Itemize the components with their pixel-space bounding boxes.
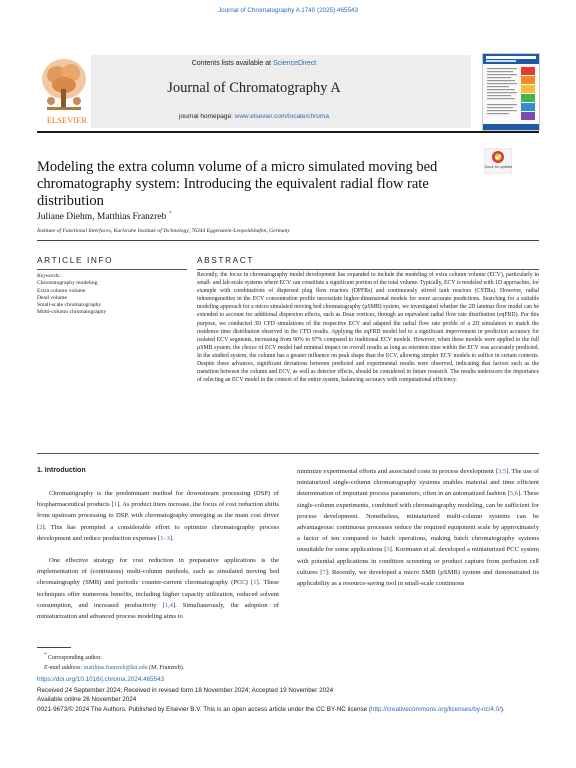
license-line xyxy=(37,705,539,714)
keywords-block xyxy=(37,273,106,317)
article-title: Modeling the extra column volume of a micro simulated moving bed chromatography system: Introducing the equivalent radial flow rate distribution xyxy=(37,159,438,209)
text-run: ]. Simultaneously, the adoption of miniaturization and advanced process modeling aims to xyxy=(37,601,279,621)
text-run: ]. Kortmann et al. developed a miniaturized PCC system with potential applications in condition screening or product capture from perfusion cell cultures [ xyxy=(297,546,539,576)
author-affiliation: Institute of Functional Interfaces, Karlsruhe Institute of Technology, 76344 Eggenstein-Leopoldshafen, Germany xyxy=(37,228,290,234)
abstract-rule xyxy=(197,269,539,270)
journal-title: Journal of Chromatography A xyxy=(167,80,341,96)
intro-column-2 xyxy=(297,466,539,589)
citation-link[interactable]: 1 xyxy=(253,579,257,587)
keyword-item: Multi-column chromatography xyxy=(37,309,107,316)
doi-link[interactable]: https://doi.org/10.1016/j.chroma.2024.465543 xyxy=(37,676,165,683)
text-run: ]. This has prompted a considerable effort to optimize chromatography process development and reduce production expenses [ xyxy=(37,523,279,542)
citation-link[interactable]: 3 xyxy=(386,546,390,554)
publication-history xyxy=(37,686,539,714)
abstract-text: Recently, the focus in chromatography model development has expanded to include the modeling of extra column volume (ECV), particularly in small- and lab-scale systems where ECV can constitute a significant portion of the total volume. Typically, ECV is modeled with 1D approaches, for example with combinations of dispersed plug flow reactors (DPFRs) and continuously stirred tank reactors (CSTRs). However, radial inhomogeneities in the ECV concentration profile necessitate higher-dimensional models for more accurate predictions. Searching for a suitable modeling approach for a micro simulated moving bed chromatography (µSMB) system, we investigated whether the 2D laminar flow model can be extended to account for additional dispersion effects, such as Dean vortices, through an equivalent radial flow rate distribution (eqFRD). For this purpose, we conducted 3D CFD simulations of the respective ECV and adapted the radial flow rate profile of a 2D simulation to match the residence time distribution observed in the CFD results. Applying the eqFRD model led to a significant improvement in prediction accuracy for isolated ECV segments, increasing from 90% to 97% compared to traditional ECV models. However, when these models were applied to the full µSMB system, the choice of ECV model had minimal impact on overall results as long as retention time within the ECV was accurately predicted. In the studied system, the column has a greater influence on peak shape than the ECV, allowing simpler ECV models to suffice in certain contexts. Despite these advances, significant deviations between predicted and experimental results were observed, indicating that factors such as the transition between the column and ECV, as well as detector effects, should be considered in future research. The results underscore the importance of selecting an ECV model in the context of the entire system, balancing accuracy with computational efficiency. xyxy=(197,272,539,384)
header-rule xyxy=(37,131,539,133)
citation-link[interactable]: 7 xyxy=(322,568,326,576)
contents-line xyxy=(37,60,471,67)
text-run: ]. Recently, we developed a micro SMB (µSMB) system and demonstrated its applicability as a resource-saving tool in small-scale continuous xyxy=(297,568,539,588)
footnote-rule xyxy=(37,647,71,648)
license-text: 0021-9673/© 2024 The Authors. Published by Elsevier B.V. This is an open access article under the CC BY-NC license ( xyxy=(37,705,372,713)
check-for-updates-badge[interactable] xyxy=(484,148,512,174)
author-names: Juliane Diehm, Matthias Franzreb xyxy=(37,212,167,223)
journal-homepage xyxy=(37,113,471,120)
text-run: ]. xyxy=(169,534,174,542)
intro-paragraph-2 xyxy=(37,555,279,622)
text-run: ]. These single-column experiments, combined with chromatography modeling, can be sufficient for process development. Nonetheless, miniaturized multi-column systems can be advantageous: continuous processes reduce the required equipment scale by approximately a factor of ten compared to batch operations, making batch chromatography systems unsuitable for some applications [ xyxy=(297,490,539,554)
check-badge-label: Check for updates xyxy=(484,165,512,169)
citation-link[interactable]: 2 xyxy=(39,523,43,531)
sciencedirect-link[interactable]: ScienceDirect xyxy=(273,60,317,67)
homepage-prefix: journal homepage: xyxy=(179,113,235,120)
citation-link[interactable]: 1 xyxy=(113,501,117,509)
citation-link[interactable]: 1,4 xyxy=(164,601,173,609)
email-suffix: (M. Franzreb). xyxy=(149,664,185,671)
text-run: minimize experimental efforts and associated costs in process development [ xyxy=(297,468,498,475)
abstract-heading: ABSTRACT xyxy=(197,255,255,265)
intro-paragraph-1 xyxy=(37,488,279,544)
text-run: ]. These techniques offer numerous benefits, including higher capacity utilization, reduced solvent consumption, and increased productivity [ xyxy=(37,579,279,609)
received-dates: Received 24 September 2024; Received in revised form 18 November 2024; Accepted 19 November 2024 xyxy=(37,687,334,694)
article-info-heading: ARTICLE INFO xyxy=(37,255,114,265)
text-run: One effective strategy for cost reduction in preparative applications is the implementation of (continuous) multi-column methods, such as simulated moving bed chromatography (SMB) and periodic counter-current chromatography (PCC) [ xyxy=(37,557,279,587)
contents-prefix: Contents lists available at xyxy=(191,60,274,67)
keywords-label: Keywords: xyxy=(37,273,62,279)
homepage-link[interactable]: www.elsevier.com/locate/chroma xyxy=(234,113,329,120)
corresponding-note xyxy=(44,651,184,664)
cover-thumbnail-icon xyxy=(483,54,539,130)
text-run: Chromatography is the predominant method for downstream processing (DSP) of biopharmaceutical products [ xyxy=(37,490,279,509)
author-list xyxy=(37,211,172,222)
corresponding-author-mark[interactable]: * xyxy=(168,211,172,217)
license-link[interactable]: http://creativecommons.org/licenses/by-nc/4.0/ xyxy=(371,705,501,713)
affiliation-rule xyxy=(37,240,539,241)
journal-cover-image[interactable] xyxy=(482,53,540,131)
keyword-item: Chromatography modeling xyxy=(37,280,98,287)
citation-link[interactable]: 5,6 xyxy=(509,490,518,498)
check-for-updates-icon xyxy=(484,148,512,174)
introduction-heading: 1. Introduction xyxy=(37,467,86,474)
email-line xyxy=(44,664,184,674)
publisher-wordmark: ELSEVIER xyxy=(46,116,88,125)
citation-link[interactable]: 1–3 xyxy=(160,534,170,542)
citation-link[interactable]: 3,5 xyxy=(497,468,507,475)
online-date: Available online 26 November 2024 xyxy=(37,696,137,704)
keyword-item: Dead volume xyxy=(37,294,67,301)
corresponding-label: Corresponding author. xyxy=(48,655,102,661)
email-link[interactable]: matthias.franzreb@kit.edu xyxy=(83,664,148,671)
keyword-item: Small-scale chromatography xyxy=(37,302,102,309)
article-info-rule xyxy=(37,269,187,270)
text-run: ]. The use of miniaturized single-column chromatography systems enables material and time efficient determination of important process parameters, often in an automatized fashion [ xyxy=(297,468,539,498)
text-run: ]. As product titers increase, the focus of cost reduction shifts from upstream processing to DSP, with chromatography emerging as the main cost driver [ xyxy=(37,501,279,531)
abstract-bottom-rule xyxy=(37,453,539,454)
license-end: ). xyxy=(500,705,505,713)
footnote xyxy=(44,651,184,673)
footnote-mark: * xyxy=(44,653,47,658)
email-label: E-mail address: xyxy=(44,664,83,671)
keyword-item: Extra column volume xyxy=(37,287,86,294)
journal-reference[interactable]: Journal of Chromatography A 1740 (2025) 465543 xyxy=(217,7,359,14)
